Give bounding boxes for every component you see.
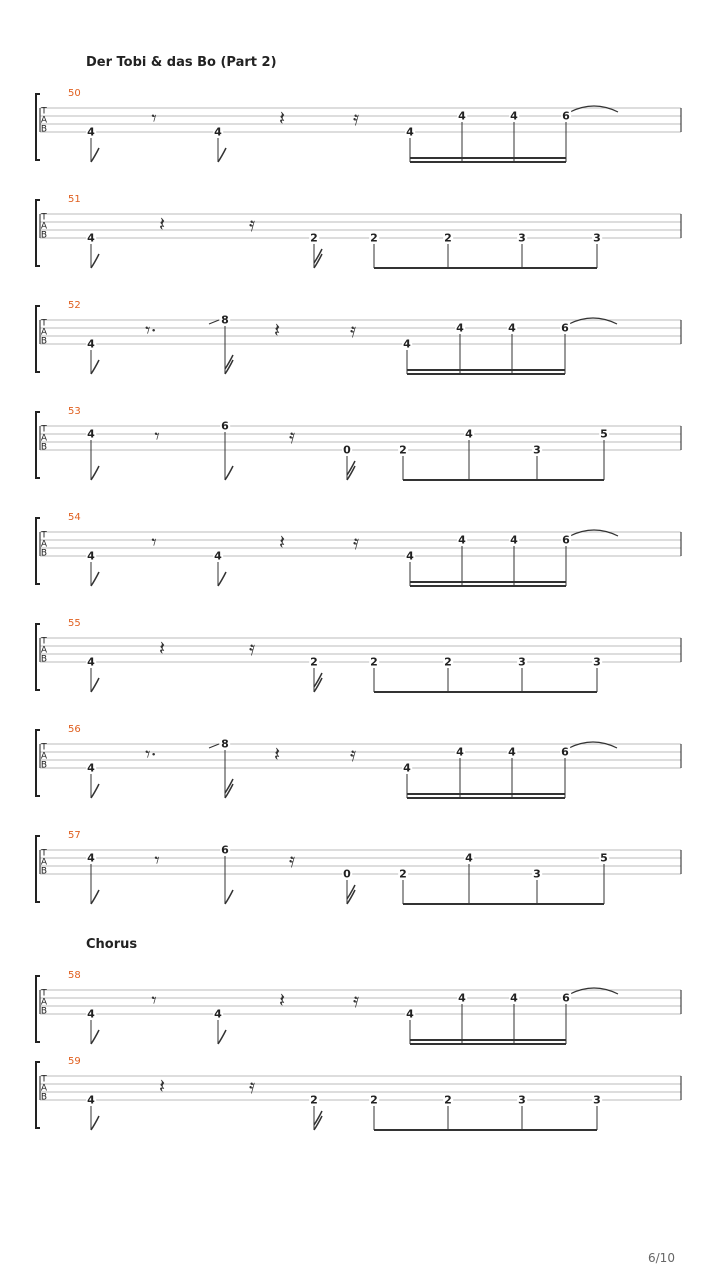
tab-clef-letter: B: [40, 1092, 48, 1103]
staff-graphics: [0, 300, 720, 400]
measure-number: 53: [68, 406, 81, 417]
fret-number: 0: [343, 867, 351, 881]
fret-number: 4: [406, 1007, 414, 1021]
system-bracket: [36, 836, 40, 902]
note-flag: [91, 360, 99, 374]
staff-graphics: [0, 830, 720, 930]
note-flag: [91, 1030, 99, 1044]
staff-graphics: [0, 88, 720, 188]
measure-number: 52: [68, 300, 81, 311]
tab-system: [0, 88, 720, 188]
rest-eighth: 𝄾: [151, 530, 157, 554]
fret-number: 6: [221, 419, 229, 433]
fret-number: 2: [399, 867, 407, 881]
rest-quarter: 𝄽: [158, 212, 166, 236]
rest-eighth: 𝄾: [151, 106, 157, 130]
fret-number: 4: [508, 321, 516, 335]
fret-number: 2: [310, 655, 318, 669]
fret-number: 3: [533, 443, 541, 457]
rest-sixteenth: 𝄿: [352, 106, 360, 130]
rest-eighth: 𝄾: [154, 424, 160, 448]
fret-number: 4: [456, 321, 464, 335]
staff-graphics: [0, 1056, 720, 1156]
fret-number: 0: [343, 443, 351, 457]
tab-clef-letter: T: [41, 530, 47, 541]
note-flag: [91, 572, 99, 586]
fret-number: 8: [221, 737, 229, 751]
system-bracket: [36, 1062, 40, 1128]
fret-number: 6: [561, 745, 569, 759]
fret-number: 3: [518, 1093, 526, 1107]
fret-number: 2: [444, 231, 452, 245]
note-flag: [91, 148, 99, 162]
fret-number: 4: [87, 337, 95, 351]
fret-number: 4: [87, 655, 95, 669]
staff-graphics: [0, 724, 720, 824]
tab-clef-letter: A: [40, 1083, 48, 1094]
tab-clef-letter: T: [41, 636, 47, 647]
fret-number: 4: [458, 109, 466, 123]
fret-number: 4: [406, 125, 414, 139]
rest-eighth: 𝄾: [151, 988, 157, 1012]
note-flag: [218, 572, 226, 586]
fret-number: 4: [214, 549, 222, 563]
staff-graphics: [0, 194, 720, 294]
tie-arc: [570, 988, 618, 994]
tab-clef-letter: B: [40, 124, 48, 135]
slide-mark: [209, 320, 219, 324]
section-label-chorus: Chorus: [86, 937, 138, 952]
tab-system: [0, 300, 720, 400]
tab-clef-letter: A: [40, 433, 48, 444]
fret-number: 2: [444, 655, 452, 669]
fret-number: 6: [562, 991, 570, 1005]
fret-number: 3: [518, 231, 526, 245]
fret-number: 4: [403, 337, 411, 351]
tie-arc: [570, 106, 618, 112]
fret-number: 4: [87, 231, 95, 245]
tab-system: [0, 830, 720, 930]
note-flag: [91, 890, 99, 904]
tab-system: [0, 618, 720, 718]
tab-system: [0, 406, 720, 506]
tab-clef-letter: B: [40, 760, 48, 771]
tab-system: [0, 970, 720, 1070]
measure-number: 51: [68, 194, 81, 205]
tab-clef-letter: A: [40, 645, 48, 656]
note-flag: [225, 466, 233, 480]
tab-clef-letter: T: [41, 212, 47, 223]
fret-number: 4: [458, 533, 466, 547]
rest-sixteenth: 𝄿: [349, 742, 357, 766]
rest-quarter: 𝄽: [273, 742, 281, 766]
note-flag: [91, 254, 99, 268]
fret-number: 4: [403, 761, 411, 775]
rest-quarter: 𝄽: [278, 988, 286, 1012]
rest-quarter: 𝄽: [278, 530, 286, 554]
rest-eighth: 𝄾: [154, 848, 160, 872]
fret-number: 3: [533, 867, 541, 881]
fret-number: 4: [87, 125, 95, 139]
tab-clef-letter: T: [41, 318, 47, 329]
rest-sixteenth: 𝄿: [248, 212, 256, 236]
note-flag: [91, 1116, 99, 1130]
measure-number: 59: [68, 1056, 81, 1067]
fret-number: 6: [221, 843, 229, 857]
page-number: 6/10: [648, 1251, 675, 1265]
system-bracket: [36, 976, 40, 1042]
fret-number: 6: [562, 533, 570, 547]
note-flag: [225, 890, 233, 904]
rest-dotted-eighth: 𝄾·: [145, 742, 157, 766]
rest-sixteenth: 𝄿: [352, 988, 360, 1012]
fret-number: 4: [87, 1007, 95, 1021]
tab-system: [0, 724, 720, 824]
rest-dotted-eighth: 𝄾·: [145, 318, 157, 342]
fret-number: 4: [214, 1007, 222, 1021]
staff-graphics: [0, 618, 720, 718]
measure-number: 57: [68, 830, 81, 841]
tab-clef-letter: A: [40, 857, 48, 868]
fret-number: 4: [406, 549, 414, 563]
staff-graphics: [0, 406, 720, 506]
tab-system: [0, 1056, 720, 1156]
fret-number: 4: [510, 533, 518, 547]
fret-number: 4: [510, 991, 518, 1005]
measure-number: 54: [68, 512, 81, 523]
tab-clef-letter: T: [41, 1074, 47, 1085]
tab-clef-letter: T: [41, 742, 47, 753]
rest-sixteenth: 𝄿: [248, 1074, 256, 1098]
note-flag: [218, 148, 226, 162]
tab-clef-letter: B: [40, 442, 48, 453]
tab-clef-letter: A: [40, 327, 48, 338]
fret-number: 2: [370, 1093, 378, 1107]
measure-number: 50: [68, 88, 81, 99]
rest-sixteenth: 𝄿: [248, 636, 256, 660]
rest-quarter: 𝄽: [158, 1074, 166, 1098]
fret-number: 4: [214, 125, 222, 139]
tab-clef-letter: B: [40, 1006, 48, 1017]
tie-arc: [569, 742, 617, 748]
fret-number: 4: [456, 745, 464, 759]
staff-graphics: [0, 970, 720, 1070]
fret-number: 5: [600, 427, 608, 441]
tab-clef-letter: T: [41, 988, 47, 999]
fret-number: 6: [562, 109, 570, 123]
rest-sixteenth: 𝄿: [352, 530, 360, 554]
fret-number: 4: [458, 991, 466, 1005]
rest-sixteenth: 𝄿: [288, 424, 296, 448]
note-flag: [91, 466, 99, 480]
measure-number: 55: [68, 618, 81, 629]
fret-number: 5: [600, 851, 608, 865]
system-bracket: [36, 200, 40, 266]
tab-clef-letter: B: [40, 548, 48, 559]
fret-number: 2: [444, 1093, 452, 1107]
tab-clef-letter: A: [40, 221, 48, 232]
tab-clef-letter: A: [40, 539, 48, 550]
rest-sixteenth: 𝄿: [288, 848, 296, 872]
fret-number: 2: [310, 1093, 318, 1107]
system-bracket: [36, 306, 40, 372]
note-flag: [218, 1030, 226, 1044]
song-title: Der Tobi & das Bo (Part 2): [86, 55, 277, 70]
staff-graphics: [0, 512, 720, 612]
measure-number: 58: [68, 970, 81, 981]
fret-number: 4: [510, 109, 518, 123]
tab-clef-letter: B: [40, 866, 48, 877]
note-flag: [91, 784, 99, 798]
fret-number: 4: [87, 1093, 95, 1107]
rest-quarter: 𝄽: [158, 636, 166, 660]
fret-number: 8: [221, 313, 229, 327]
tab-clef-letter: B: [40, 336, 48, 347]
rest-quarter: 𝄽: [273, 318, 281, 342]
fret-number: 4: [465, 427, 473, 441]
fret-number: 4: [465, 851, 473, 865]
tab-clef-letter: A: [40, 751, 48, 762]
rest-sixteenth: 𝄿: [349, 318, 357, 342]
fret-number: 4: [508, 745, 516, 759]
system-bracket: [36, 94, 40, 160]
rest-quarter: 𝄽: [278, 106, 286, 130]
measure-number: 56: [68, 724, 81, 735]
fret-number: 3: [593, 655, 601, 669]
fret-number: 4: [87, 427, 95, 441]
fret-number: 4: [87, 851, 95, 865]
fret-number: 2: [310, 231, 318, 245]
fret-number: 6: [561, 321, 569, 335]
fret-number: 3: [593, 231, 601, 245]
note-flag: [91, 678, 99, 692]
slide-mark: [209, 744, 219, 748]
tab-clef-letter: A: [40, 997, 48, 1008]
fret-number: 2: [399, 443, 407, 457]
tab-system: [0, 194, 720, 294]
system-bracket: [36, 624, 40, 690]
tab-clef-letter: B: [40, 230, 48, 241]
system-bracket: [36, 412, 40, 478]
fret-number: 4: [87, 549, 95, 563]
fret-number: 3: [593, 1093, 601, 1107]
system-bracket: [36, 730, 40, 796]
tab-clef-letter: T: [41, 424, 47, 435]
fret-number: 2: [370, 655, 378, 669]
tab-clef-letter: A: [40, 115, 48, 126]
tab-clef-letter: B: [40, 654, 48, 665]
fret-number: 4: [87, 761, 95, 775]
tab-clef-letter: T: [41, 106, 47, 117]
fret-number: 2: [370, 231, 378, 245]
tie-arc: [570, 530, 618, 536]
tie-arc: [569, 318, 617, 324]
tab-system: [0, 512, 720, 612]
fret-number: 3: [518, 655, 526, 669]
system-bracket: [36, 518, 40, 584]
tab-clef-letter: T: [41, 848, 47, 859]
